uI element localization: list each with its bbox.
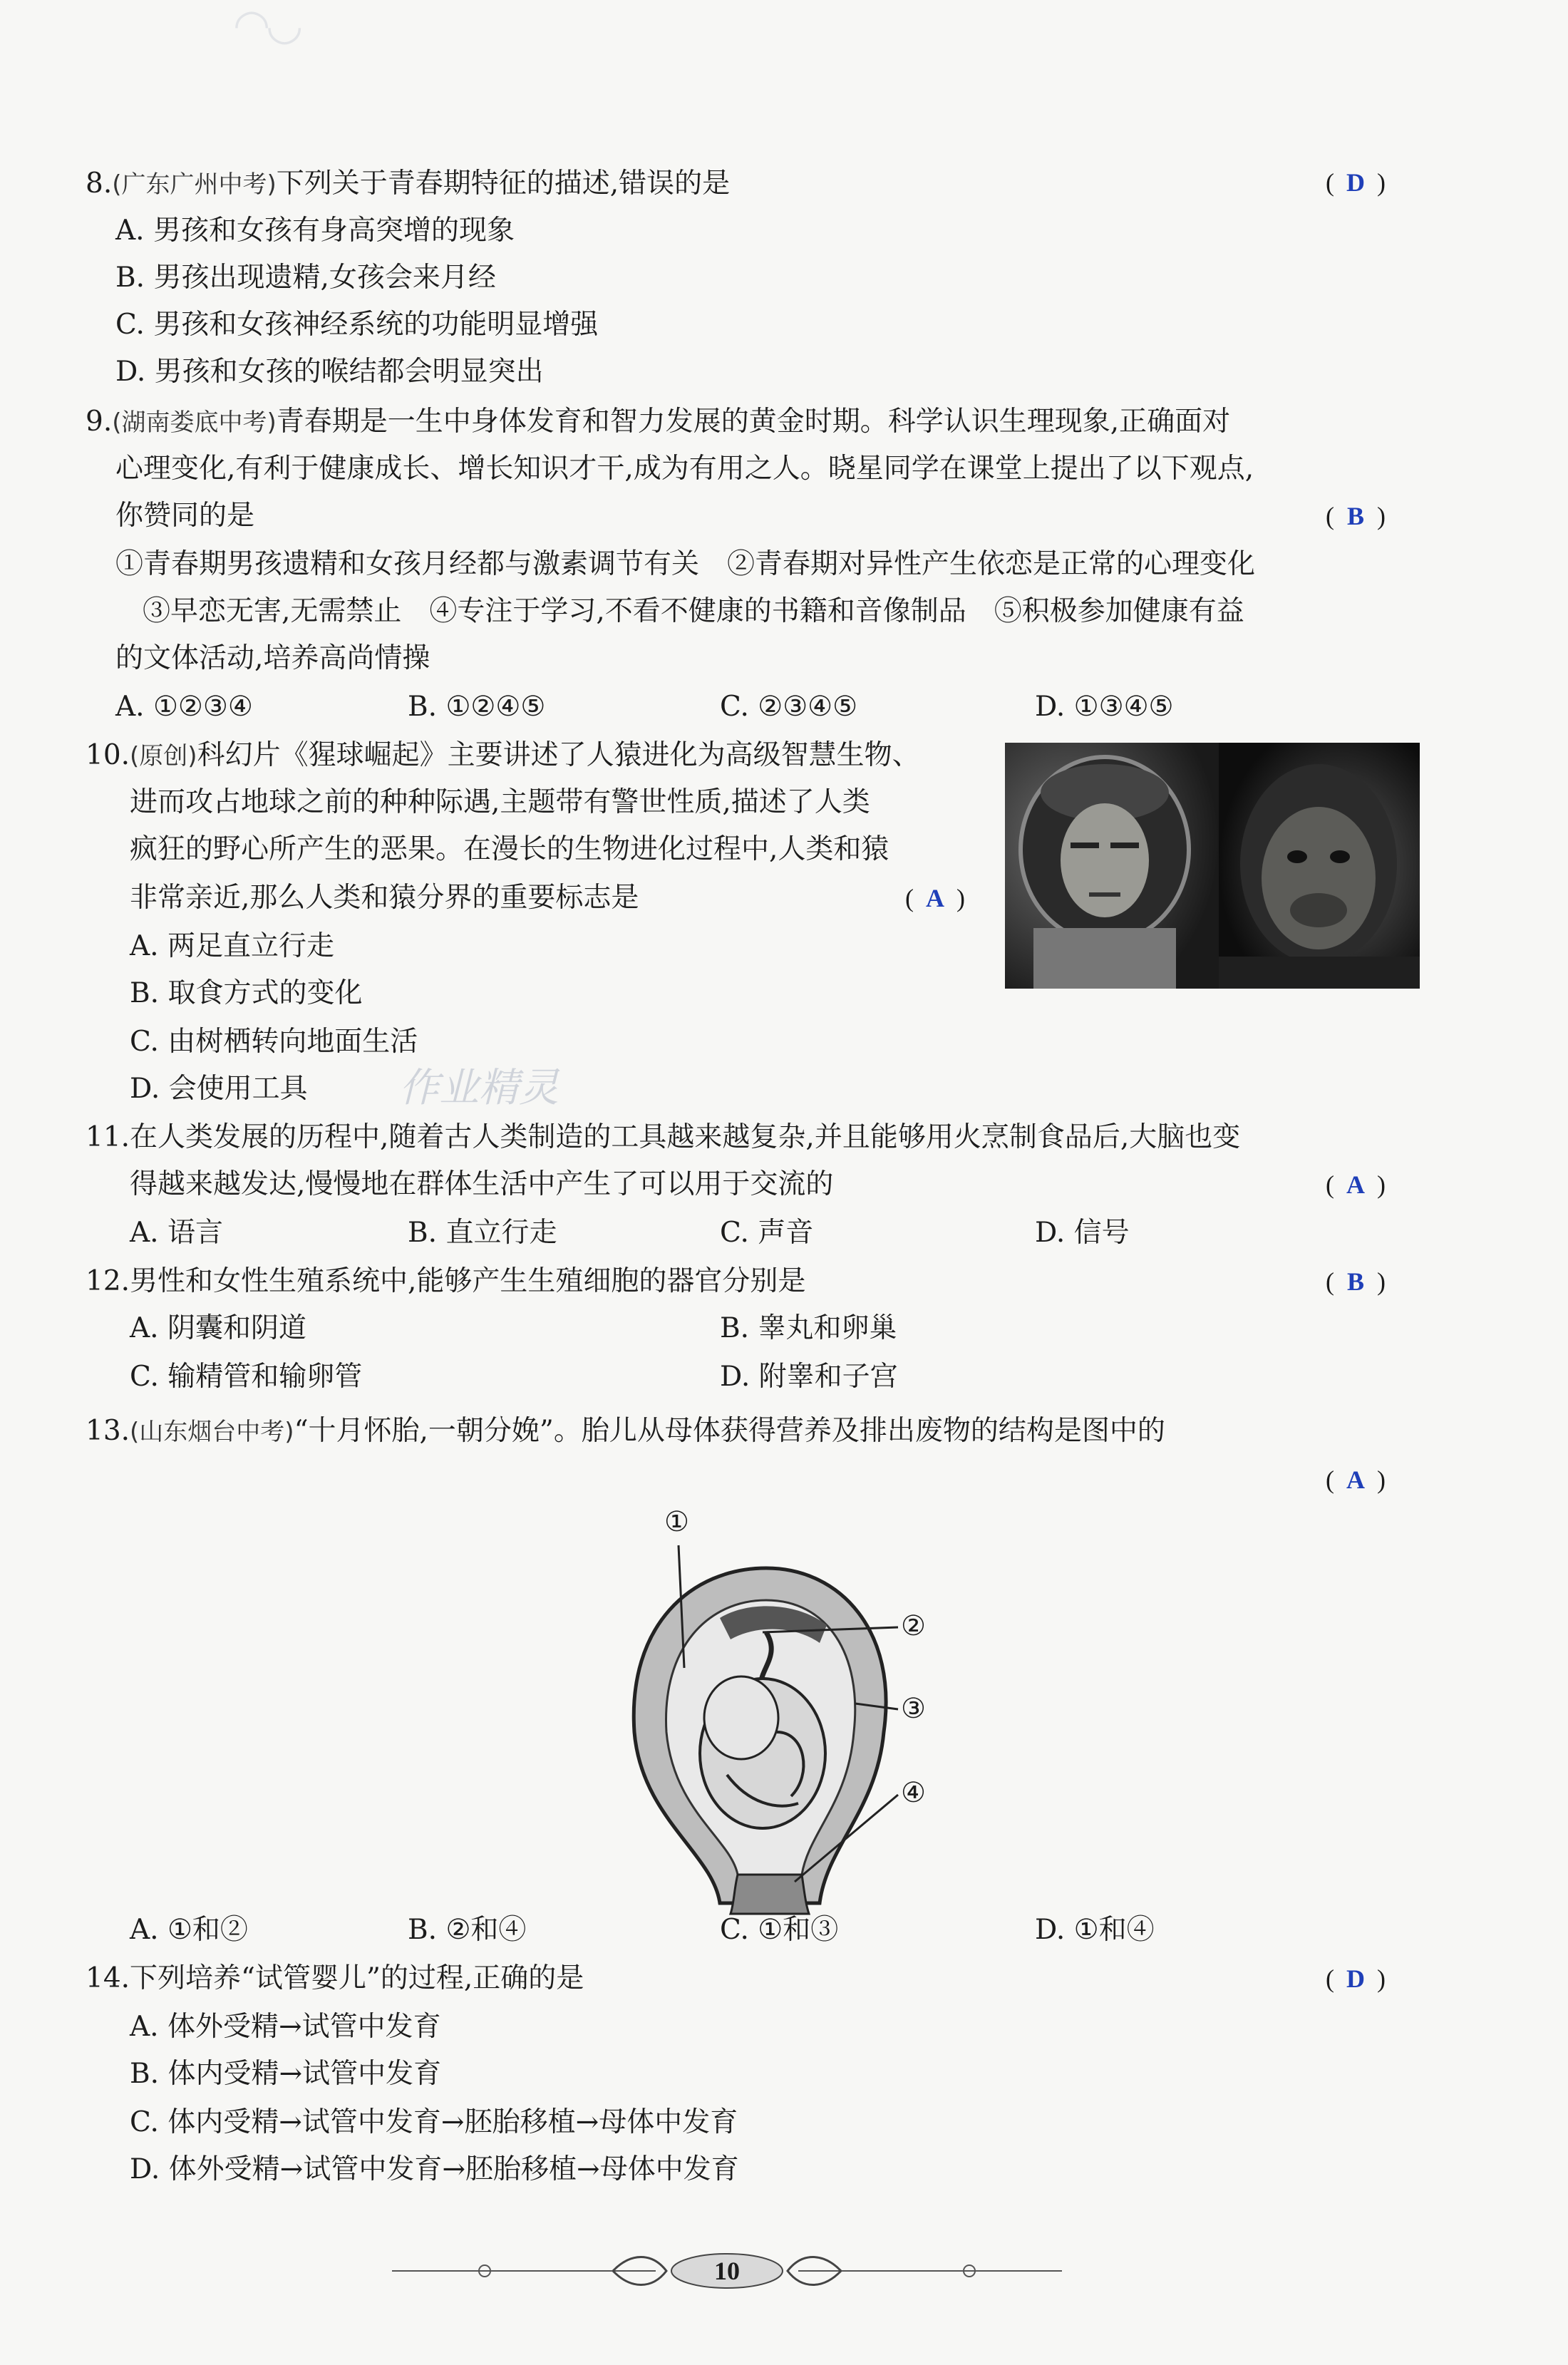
page-footer	[385, 2245, 1069, 2295]
watermark-middle: 作业精灵	[399, 1065, 559, 1111]
q14-option-d: D. 体外受精→试管中发育→胚胎移植→母体中发育	[130, 2153, 739, 2185]
q14-option-c: C. 体内受精→试管中发育→胚胎移植→母体中发育	[130, 2106, 738, 2138]
q13-answer: ( A )	[1326, 1465, 1386, 1494]
q8-option-b: B. 男孩出现遗精,女孩会来月经	[115, 262, 496, 294]
q8-option-c: C. 男孩和女孩神经系统的功能明显增强	[115, 309, 599, 341]
q11-option-c: C. 声音	[720, 1217, 814, 1249]
q9-option-d: D. ①③④⑤	[1035, 691, 1174, 723]
q9-points-line1: ①青春期男孩遗精和女孩月经都与激素调节有关 ②青春期对异性产生依恋是正常的心理变化	[115, 548, 1256, 580]
diagram-label-1: ①	[664, 1506, 689, 1538]
q11-stem-line1: 11.在人类发展的历程中,随着古人类制造的工具越来越复杂,并且能够用火烹制食品后,大脑也变	[86, 1121, 1241, 1153]
q13-stem: 13.(山东烟台中考)“十月怀胎,一朝分娩”。胎儿从母体获得营养及排出废物的结构是图中的	[86, 1415, 1165, 1447]
q9-points-line3: 的文体活动,培养高尚情操	[115, 642, 430, 674]
q10-option-d: D. 会使用工具	[130, 1073, 308, 1105]
q9-option-a: A. ①②③④	[115, 691, 253, 723]
q12-option-d: D. 附睾和子宫	[720, 1361, 898, 1393]
q11-stem-line2: 得越来越发达,慢慢地在群体生活中产生了可以用于交流的	[130, 1168, 834, 1200]
q9-stem-line2: 心理变化,有利于健康成长、增长知识才干,成为有用之人。晓星同学在课堂上提出了以下观点,	[115, 453, 1254, 485]
q9-stem-line1: 9.(湖南娄底中考)青春期是一生中身体发育和智力发展的黄金时期。科学认识生理现象,正确面对	[86, 406, 1231, 438]
q11-answer: ( A )	[1326, 1170, 1386, 1199]
q8-option-d: D. 男孩和女孩的喉结都会明显突出	[115, 356, 544, 388]
q9-answer: ( B )	[1326, 502, 1386, 530]
q11-option-d: D. 信号	[1035, 1217, 1130, 1249]
q11-option-b: B. 直立行走	[408, 1217, 557, 1249]
q14-option-b: B. 体内受精→试管中发育	[130, 2058, 442, 2090]
q10-answer: ( A )	[905, 884, 965, 912]
q8-option-a: A. 男孩和女孩有身高突增的现象	[115, 215, 515, 247]
q9-points-line2: ③早恋无害,无需禁止 ④专注于学习,不看不健康的书籍和音像制品 ⑤积极参加健康有益	[143, 595, 1244, 627]
q10-stem-line4: 非常亲近,那么人类和猿分界的重要标志是	[130, 882, 639, 914]
q10-stem-line2: 进而攻占地球之前的种种际遇,主题带有警世性质,描述了人类	[130, 786, 870, 818]
q10-option-c: C. 由树栖转向地面生活	[130, 1026, 418, 1058]
q12-answer: ( B )	[1326, 1267, 1386, 1296]
q10-option-a: A. 两足直立行走	[130, 930, 334, 962]
q9-stem-line3: 你赞同的是	[115, 500, 255, 532]
q10-option-b: B. 取食方式的变化	[130, 977, 363, 1009]
diagram-label-2: ②	[901, 1610, 926, 1642]
q10-stem-line1: 10.(原创)科幻片《猩球崛起》主要讲述了人猿进化为高级智慧生物、	[86, 739, 920, 771]
fetus-diagram	[613, 1506, 969, 1917]
q14-stem: 14.下列培养“试管婴儿”的过程,正确的是	[86, 1962, 584, 1994]
q10-stem-line3: 疯狂的野心所产生的恶果。在漫长的生物进化过程中,人类和猿	[130, 833, 889, 865]
movie-still-image	[1005, 743, 1420, 989]
q13-option-a: A. ①和②	[130, 1914, 248, 1946]
q13-option-d: D. ①和④	[1035, 1914, 1155, 1946]
q12-option-b: B. 睾丸和卵巢	[720, 1312, 897, 1344]
q14-option-a: A. 体外受精→试管中发育	[130, 2011, 441, 2043]
diagram-label-3: ③	[901, 1693, 926, 1725]
q14-answer: ( D )	[1326, 1964, 1386, 1993]
page-number: 10	[714, 2257, 740, 2285]
q9-option-b: B. ①②④⑤	[408, 691, 546, 723]
diagram-label-4: ④	[901, 1777, 926, 1809]
q13-option-c: C. ①和③	[720, 1914, 839, 1946]
q9-option-c: C. ②③④⑤	[720, 691, 858, 723]
q12-stem: 12.男性和女性生殖系统中,能够产生生殖细胞的器官分别是	[86, 1265, 806, 1297]
q8-answer: ( D )	[1326, 168, 1386, 197]
q13-option-b: B. ②和④	[408, 1914, 527, 1946]
movie-still-drawing	[1005, 743, 1420, 989]
q12-option-c: C. 输精管和输卵管	[130, 1361, 363, 1393]
q12-option-a: A. 阴囊和阴道	[130, 1312, 306, 1344]
watermark-top: ◠◡	[235, 0, 301, 50]
q8-stem: 8.(广东广州中考)下列关于青春期特征的描述,错误的是	[86, 168, 731, 200]
q11-option-a: A. 语言	[130, 1217, 223, 1249]
